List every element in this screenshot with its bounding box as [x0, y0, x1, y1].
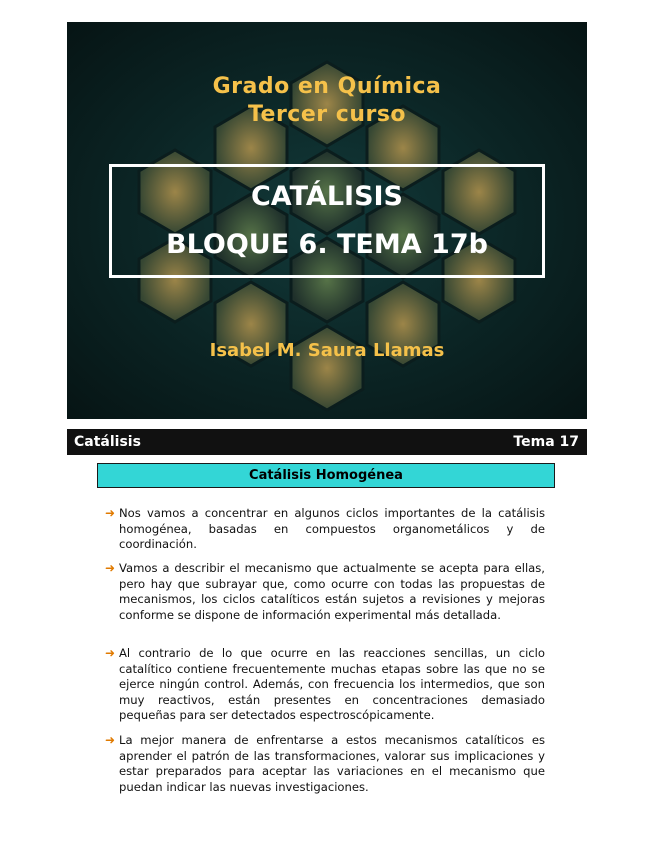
- arrow-right-icon: ➜: [105, 506, 116, 520]
- arrow-right-icon: ➜: [105, 561, 116, 575]
- bullet-paragraph: [105, 646, 545, 724]
- degree-title: Grado en Química: [212, 74, 442, 99]
- paragraph-text: Vamos a describir el mecanismo que actualmente se acepta para ellas, pero hay que subrayar que, como ocurre con todas las propuestas de mecanismos, los ciclos catalíticos están sujetos a revisiones y mejoras conforme se dispone de información experimental más detallada.: [119, 561, 545, 622]
- paragraph-text: Al contrario de lo que ocurre en las reacciones sencillas, un ciclo catalítico contiene frecuentemente muchas etapas sobre las que no se ejerce ningún control. Además, con frecuencia los intermedios, que son muy reactivos, están presentes en concentraciones demasiado pequeñas para ser detectados espectroscópicamente.: [119, 646, 545, 722]
- header-subject: Catálisis: [74, 434, 141, 450]
- arrow-right-icon: ➜: [105, 646, 116, 660]
- title-slide: [67, 22, 587, 419]
- paragraph-text: Nos vamos a concentrar en algunos ciclos importantes de la catálisis homogénea, basadas en compuestos organometálicos y de coordinación.: [119, 506, 545, 551]
- section-title: Catálisis Homogénea: [97, 463, 555, 488]
- slide-header: [67, 429, 587, 455]
- bullet-paragraph: [105, 506, 545, 553]
- header-topic-number: Tema 17: [513, 434, 579, 450]
- block-topic-label: BLOQUE 6. TEMA 17b: [166, 229, 488, 260]
- bullet-paragraph: [105, 733, 545, 795]
- arrow-right-icon: ➜: [105, 733, 116, 747]
- topic-box: [109, 164, 545, 278]
- topic-title: CATÁLISIS: [250, 181, 404, 212]
- course-year: Tercer curso: [247, 102, 407, 127]
- paragraph-text: La mejor manera de enfrentarse a estos mecanismos catalíticos es aprender el patrón de las transformaciones, valorar sus implicaciones y estar preparados para aceptar las variaciones en el mecanismo que puedan indicar las nuevas investigaciones.: [119, 733, 545, 794]
- author-name: Isabel M. Saura Llamas: [209, 340, 445, 361]
- bullet-paragraph: [105, 561, 545, 623]
